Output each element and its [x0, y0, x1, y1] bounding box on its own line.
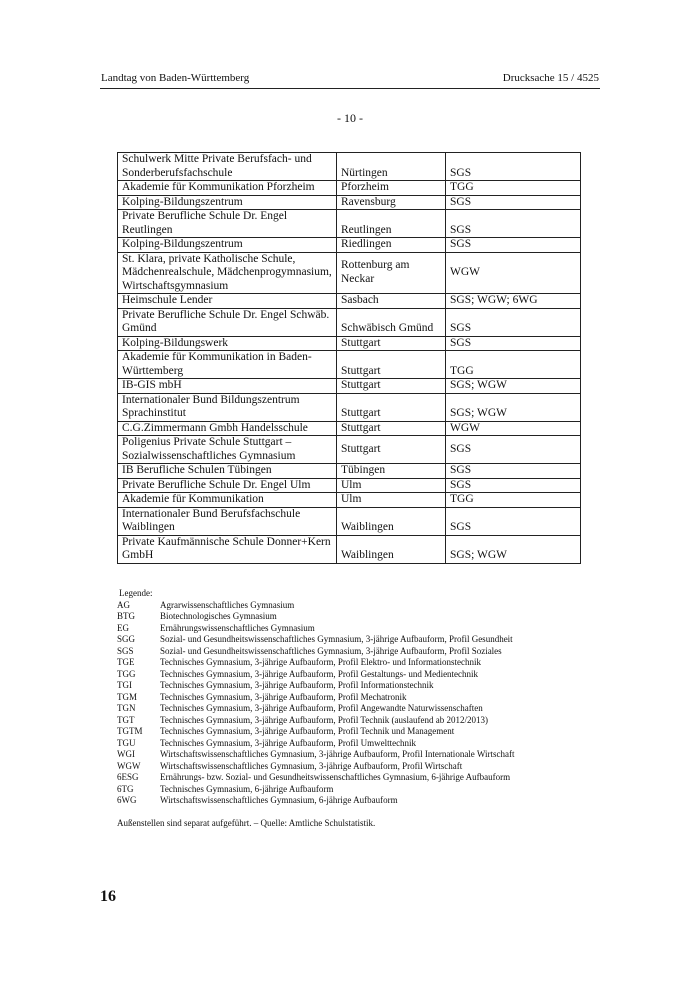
table-row	[118, 294, 581, 309]
legend-description: Technisches Gymnasium, 3-jährige Aufbauform, Profil Gestaltungs- und Medientechnik	[160, 668, 479, 679]
table-row	[118, 493, 581, 508]
place-cell: Waiblingen	[337, 507, 446, 535]
legend-item	[117, 749, 587, 761]
school-types-cell: WGW	[446, 252, 581, 294]
school-name-cell: Akademie für Kommunikation	[118, 493, 337, 508]
school-types-cell: SGS	[446, 478, 581, 493]
school-name-cell: St. Klara, private Katholische Schule, Mädchenrealschule, Mädchenprogymnasium, Wirtschaftsgymnasium	[118, 252, 337, 294]
place-cell: Schwäbisch Gmünd	[337, 308, 446, 336]
legend-abbreviation: TGT	[117, 714, 135, 725]
school-name-cell: Private Kaufmännische Schule Donner+Kern GmbH	[118, 535, 337, 563]
table-row	[118, 153, 581, 181]
legend-abbreviation: 6WG	[117, 795, 137, 805]
school-name-cell: Private Berufliche Schule Dr. Engel Schwäb. Gmünd	[118, 308, 337, 336]
place-cell: Riedlingen	[337, 238, 446, 253]
header-title: Landtag von Baden-Württemberg	[101, 72, 250, 84]
school-name-cell: Schulwerk Mitte Private Berufsfach- und Sonderberufsfachschule	[118, 153, 337, 181]
school-name-cell: Internationaler Bund Bildungszentrum Sprachinstitut	[118, 393, 337, 421]
place-cell: Stuttgart	[337, 336, 446, 351]
table-row	[118, 351, 581, 379]
legend-abbreviation: SGS	[117, 645, 134, 656]
legend-description: Technisches Gymnasium, 3-jährige Aufbauform, Profil Technik (auslaufend ab 2012/2013)	[160, 714, 488, 725]
legend-title: Legende:	[119, 588, 153, 598]
legend	[117, 588, 587, 807]
legend-description: Biotechnologisches Gymnasium	[160, 611, 277, 621]
legend-description: Sozial- und Gesundheitswissenschaftliches Gymnasium, 3-jährige Aufbauform, Profil Gesundheit	[160, 634, 513, 644]
school-types-cell: SGS	[446, 336, 581, 351]
legend-abbreviation: TGU	[117, 737, 136, 748]
school-name-cell: Akademie für Kommunikation Pforzheim	[118, 181, 337, 196]
school-name-cell: Private Berufliche Schule Dr. Engel Ulm	[118, 478, 337, 493]
school-types-cell: TGG	[446, 493, 581, 508]
legend-description: Technisches Gymnasium, 3-jährige Aufbauform, Profil Umwelttechnik	[160, 737, 417, 748]
legend-item	[117, 611, 587, 623]
legend-abbreviation: TGTM	[117, 726, 143, 736]
legend-description: Wirtschaftswissenschaftliches Gymnasium, 6-jährige Aufbauform	[160, 795, 398, 805]
school-types-cell: SGS; WGW; 6WG	[446, 294, 581, 309]
table-row	[118, 436, 581, 464]
table-row	[118, 336, 581, 351]
page-header	[100, 72, 600, 89]
school-name-cell: C.G.Zimmermann Gmbh Handelsschule	[118, 421, 337, 436]
legend-abbreviation: 6TG	[117, 783, 134, 794]
page-number: - 10 -	[337, 111, 363, 125]
legend-description: Technisches Gymnasium, 3-jährige Aufbauform, Profil Informationstechnik	[160, 680, 434, 690]
school-types-cell: SGS	[446, 153, 581, 181]
legend-description: Agrarwissenschaftliches Gymnasium	[160, 599, 295, 610]
table-row	[118, 308, 581, 336]
legend-abbreviation: WGI	[117, 749, 135, 759]
source-note: Außenstellen sind separat aufgeführt. – Quelle: Amtliche Schulstatistik.	[117, 818, 376, 828]
legend-description: Technisches Gymnasium, 3-jährige Aufbauform, Profil Angewandte Naturwissenschaften	[160, 703, 483, 713]
place-cell: Tübingen	[337, 464, 446, 479]
legend-abbreviation: TGM	[117, 691, 137, 702]
legend-item	[117, 772, 587, 784]
legend-abbreviation: TGI	[117, 680, 132, 690]
legend-item	[117, 795, 587, 807]
schools-table	[117, 152, 581, 564]
school-types-cell: SGS	[446, 507, 581, 535]
legend-abbreviation: TGN	[117, 703, 136, 713]
place-cell: Stuttgart	[337, 436, 446, 464]
school-types-cell: SGS	[446, 464, 581, 479]
school-types-cell: TGG	[446, 181, 581, 196]
legend-description: Wirtschaftswissenschaftliches Gymnasium, 3-jährige Aufbauform, Profil Wirtschaft	[160, 760, 463, 771]
legend-item	[117, 646, 587, 658]
place-cell: Rottenburg am Neckar	[337, 252, 446, 294]
legend-description: Technisches Gymnasium, 3-jährige Aufbauform, Profil Technik und Management	[160, 726, 455, 736]
school-types-cell: SGS; WGW	[446, 535, 581, 563]
school-types-cell: SGS	[446, 210, 581, 238]
legend-description: Ernährungswissenschaftliches Gymnasium	[160, 622, 315, 633]
legend-item	[117, 600, 587, 612]
legend-item	[117, 680, 587, 692]
legend-description: Technisches Gymnasium, 6-jährige Aufbauform	[160, 783, 334, 794]
table-row	[118, 393, 581, 421]
table-row	[118, 181, 581, 196]
table-row	[118, 535, 581, 563]
school-name-cell: IB Berufliche Schulen Tübingen	[118, 464, 337, 479]
legend-item	[117, 726, 587, 738]
legend-abbreviation: 6ESG	[117, 772, 139, 782]
table-row	[118, 210, 581, 238]
school-types-cell: SGS	[446, 238, 581, 253]
legend-abbreviation: BTG	[117, 611, 135, 621]
table-row	[118, 195, 581, 210]
table-row	[118, 464, 581, 479]
school-types-cell: SGS; WGW	[446, 393, 581, 421]
legend-description: Sozial- und Gesundheitswissenschaftliches Gymnasium, 3-jährige Aufbauform, Profil Soziales	[160, 645, 502, 656]
place-cell: Reutlingen	[337, 210, 446, 238]
legend-item	[117, 784, 587, 796]
school-name-cell: Poligenius Private Schule Stuttgart – Sozialwissenschaftliches Gymnasium	[118, 436, 337, 464]
table-row	[118, 421, 581, 436]
legend-abbreviation: TGG	[117, 668, 136, 679]
place-cell: Ulm	[337, 493, 446, 508]
school-name-cell: Kolping-Bildungszentrum	[118, 238, 337, 253]
table-row	[118, 478, 581, 493]
legend-item	[117, 692, 587, 704]
school-name-cell: Private Berufliche Schule Dr. Engel Reutlingen	[118, 210, 337, 238]
legend-description: Technisches Gymnasium, 3-jährige Aufbauform, Profil Elektro- und Informationstechnik	[160, 657, 482, 667]
legend-item	[117, 669, 587, 681]
place-cell: Sasbach	[337, 294, 446, 309]
header-document-number: Drucksache 15 / 4525	[502, 72, 599, 84]
legend-abbreviation: TGE	[117, 657, 135, 667]
school-types-cell: WGW	[446, 421, 581, 436]
school-name-cell: Kolping-Bildungswerk	[118, 336, 337, 351]
legend-item	[117, 703, 587, 715]
school-name-cell: Kolping-Bildungszentrum	[118, 195, 337, 210]
legend-description: Ernährungs- bzw. Sozial- und Gesundheitswissenschaftliches Gymnasium, 6-jährige Aufbauform	[160, 772, 511, 782]
legend-abbreviation: WGW	[117, 760, 141, 771]
place-cell: Ravensburg	[337, 195, 446, 210]
place-cell: Stuttgart	[337, 421, 446, 436]
legend-item	[117, 715, 587, 727]
school-types-cell: TGG	[446, 351, 581, 379]
table-row	[118, 238, 581, 253]
place-cell: Waiblingen	[337, 535, 446, 563]
table-row	[118, 379, 581, 394]
legend-description: Technisches Gymnasium, 3-jährige Aufbauform, Profil Mechatronik	[160, 691, 407, 702]
legend-abbreviation: EG	[117, 622, 129, 633]
place-cell: Pforzheim	[337, 181, 446, 196]
legend-item	[117, 657, 587, 669]
place-cell: Nürtingen	[337, 153, 446, 181]
legend-abbreviation: SGG	[117, 634, 136, 644]
footer-page-number: 16	[100, 888, 116, 905]
place-cell: Stuttgart	[337, 393, 446, 421]
legend-item	[117, 623, 587, 635]
school-types-cell: SGS	[446, 308, 581, 336]
table-row	[118, 507, 581, 535]
legend-item	[117, 634, 587, 646]
school-name-cell: Internationaler Bund Berufsfachschule Waiblingen	[118, 507, 337, 535]
place-cell: Stuttgart	[337, 351, 446, 379]
place-cell: Ulm	[337, 478, 446, 493]
school-types-cell: SGS; WGW	[446, 379, 581, 394]
legend-item	[117, 738, 587, 750]
school-types-cell: SGS	[446, 195, 581, 210]
school-name-cell: IB-GIS mbH	[118, 379, 337, 394]
legend-item	[117, 761, 587, 773]
table-row	[118, 252, 581, 294]
place-cell: Stuttgart	[337, 379, 446, 394]
school-name-cell: Akademie für Kommunikation in Baden-Württemberg	[118, 351, 337, 379]
school-types-cell: SGS	[446, 436, 581, 464]
school-name-cell: Heimschule Lender	[118, 294, 337, 309]
legend-abbreviation: AG	[117, 599, 130, 610]
legend-description: Wirtschaftswissenschaftliches Gymnasium, 3-jährige Aufbauform, Profil Internationale Wirtschaft	[160, 749, 515, 759]
